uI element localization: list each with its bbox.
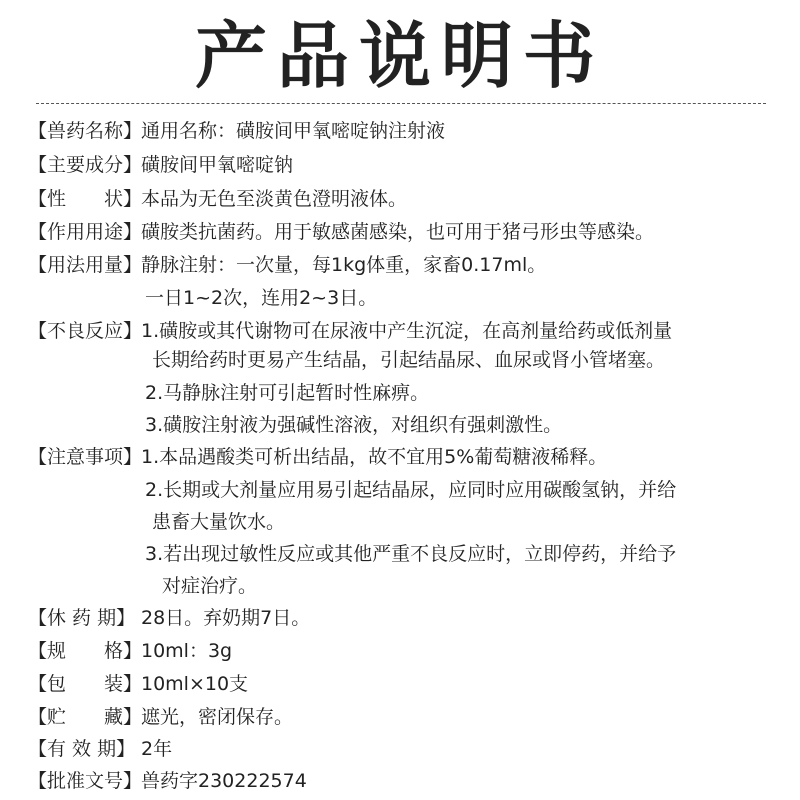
value-common-name: 通用名称：磺胺间甲氧嘧啶钠注射液 [141, 120, 446, 142]
value-adverse-line-3: 2.马静脉注射可引起暂时性麻痹。 [145, 382, 430, 404]
value-precautions-line-3: 患畜大量饮水。 [152, 511, 286, 533]
label-adverse-reactions: 【不良反应】 [28, 320, 143, 342]
label-withdrawal: 【休 药 期】 [28, 607, 136, 629]
value-approval-number: 兽药字230222574 [141, 770, 307, 792]
value-specification: 10ml：3g [141, 640, 233, 662]
label-precautions: 【注意事项】 [28, 446, 143, 468]
value-dosage-line-2: 一日1~2次，连用2~3日。 [145, 287, 378, 309]
value-adverse-line-4: 3.磺胺注射液为强碱性溶液，对组织有强刺激性。 [145, 414, 563, 436]
label-storage: 【贮 藏】 [28, 706, 143, 728]
label-approval-number: 【批准文号】 [28, 770, 143, 792]
value-adverse-line-1: 1.磺胺或其代谢物可在尿液中产生沉淀，在高剂量给药或低剂量 [141, 320, 673, 342]
value-ingredients: 磺胺间甲氧嘧啶钠 [141, 154, 294, 176]
label-dosage: 【用法用量】 [28, 254, 143, 276]
dashed-divider [36, 103, 766, 104]
value-validity: 2年 [141, 738, 173, 760]
value-precautions-line-5: 对症治疗。 [162, 575, 258, 597]
page-title: 产品说明书 [194, 14, 605, 98]
value-precautions-line-4: 3.若出现过敏性反应或其他严重不良反应时，立即停药，并给予 [145, 543, 677, 565]
value-dosage-line-1: 静脉注射：一次量，每1kg体重，家畜0.17ml。 [141, 254, 547, 276]
value-adverse-line-2: 长期给药时更易产生结晶，引起结晶尿、血尿或肾小管堵塞。 [152, 349, 666, 371]
value-precautions-line-2: 2.长期或大剂量应用易引起结晶尿，应同时应用碳酸氢钠，并给 [145, 479, 677, 501]
value-storage: 遮光，密闭保存。 [141, 706, 294, 728]
value-precautions-line-1: 1.本品遇酸类可析出结晶，故不宜用5%葡萄糖液稀释。 [141, 446, 608, 468]
value-withdrawal: 28日。弃奶期7日。 [141, 607, 311, 629]
value-usage-purpose: 磺胺类抗菌药。用于敏感菌感染，也可用于猪弓形虫等感染。 [141, 221, 655, 243]
value-packaging: 10ml×10支 [141, 673, 249, 695]
label-packaging: 【包 装】 [28, 673, 143, 695]
label-validity: 【有 效 期】 [28, 738, 136, 760]
label-ingredients: 【主要成分】 [28, 154, 143, 176]
label-usage-purpose: 【作用用途】 [28, 221, 143, 243]
label-appearance: 【性 状】 [28, 188, 143, 210]
label-common-name: 【兽药名称】 [28, 120, 143, 142]
label-specification: 【规 格】 [28, 640, 143, 662]
value-appearance: 本品为无色至淡黄色澄明液体。 [141, 188, 408, 210]
